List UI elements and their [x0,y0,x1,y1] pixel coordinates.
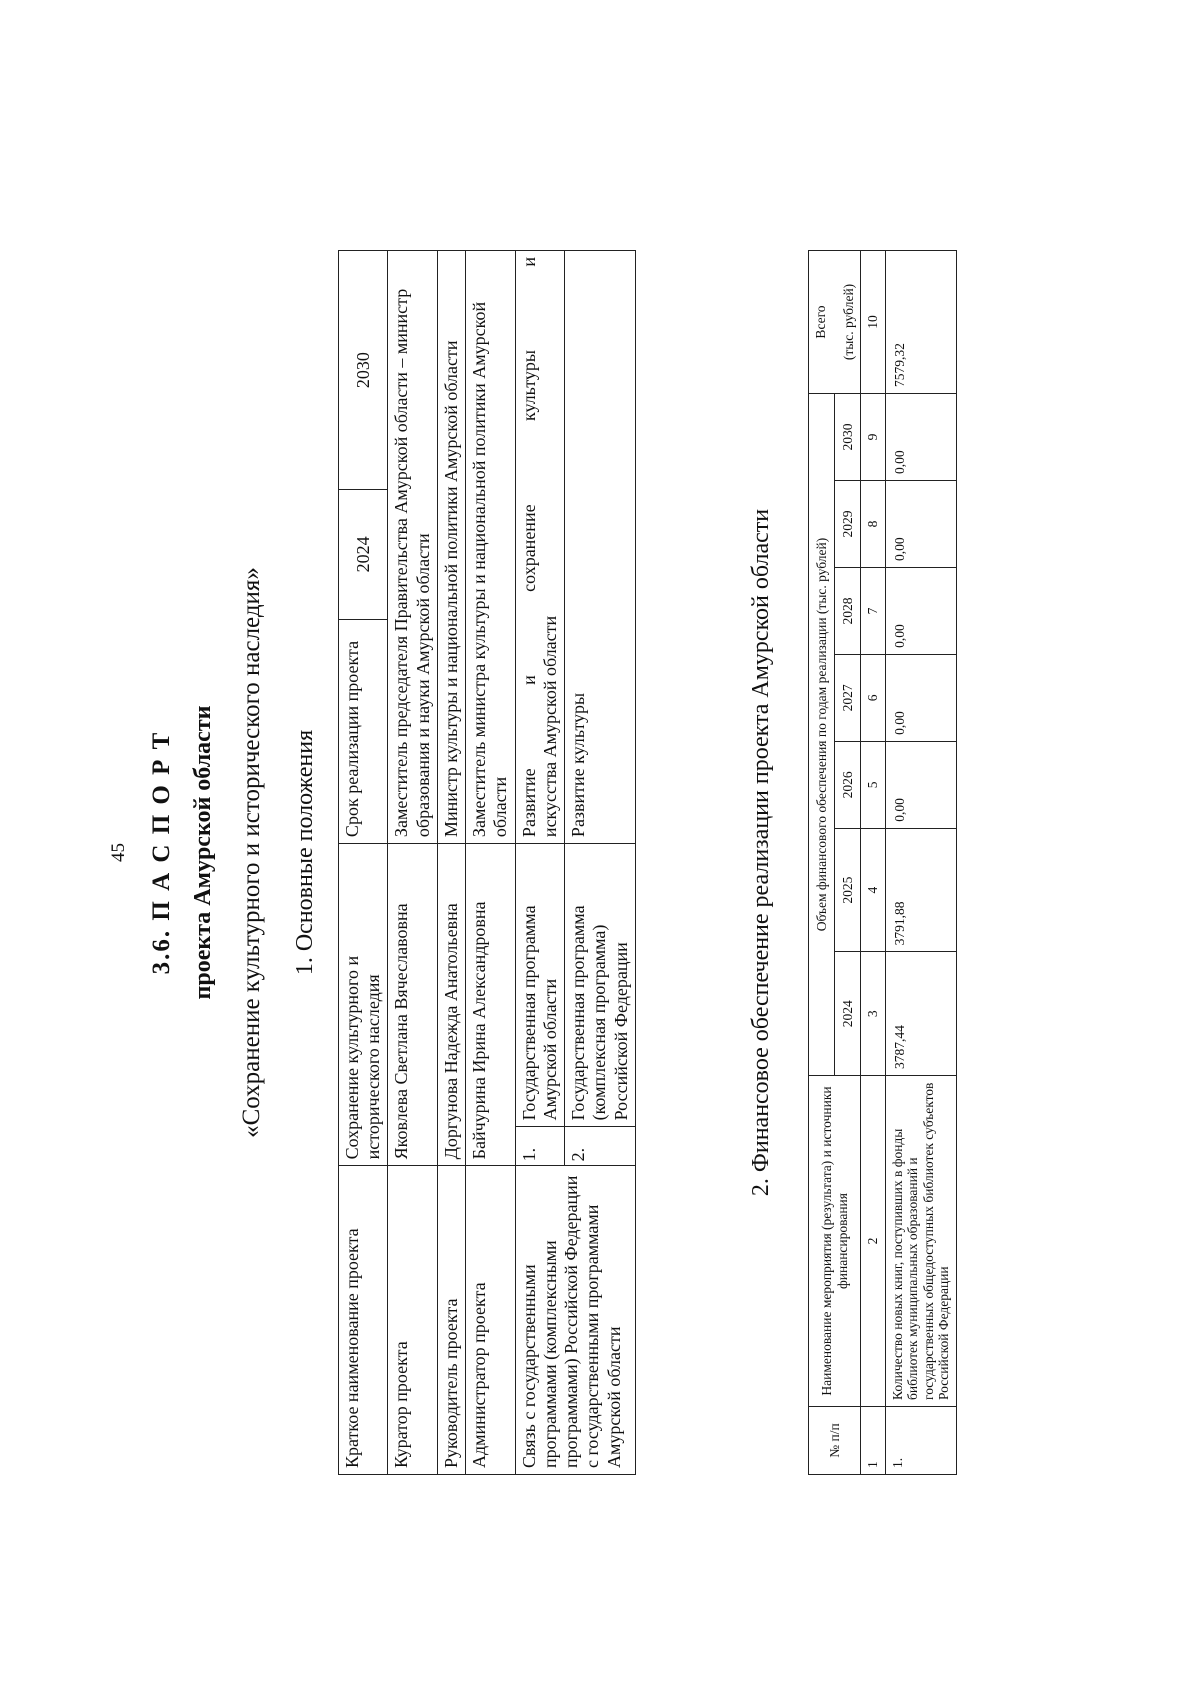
document-title: 3.6. П А С П О Р Т [148,730,175,975]
basics-table [338,250,636,1475]
short-name-label: Краткое наименование проекта [339,1166,388,1475]
admin-position: Заместитель министра культуры и национальной политики Амурской области [466,251,515,844]
year-header: 2029 [835,481,861,568]
curator-label: Куратор проекта [388,1166,437,1475]
year-header: 2030 [835,394,861,481]
year-value: 3791,88 [885,828,956,952]
table-row [861,251,886,1475]
head-label: Руководитель проекта [437,1166,465,1475]
program-name: Государственная программа (комплексная программа) Российской Федерации [565,844,636,1127]
years-group-header: Объем финансового обеспечения по годам реализации (тыс. рублей) [809,394,835,1076]
table-row [388,251,437,1475]
section1-title: 1. Основные положения [292,729,318,976]
column-number: 10 [861,251,886,394]
admin-label: Администратор проекта [466,1166,515,1475]
year-header: 2025 [835,828,861,952]
program-name: Государственная программа Амурской области [515,844,564,1127]
table-row [885,251,956,1475]
head-name: Доргунова Надежда Анатольевна [437,844,465,1166]
table-row [437,251,465,1475]
num-header: № п/п [809,1407,861,1475]
program-direction-rest: искусства Амурской области [539,615,560,838]
finance-table [808,250,957,1475]
project-name: «Сохранение культурного и исторического наследия» [238,567,265,1138]
year-header: 2028 [835,567,861,654]
column-number: 9 [861,394,886,481]
table-row [466,251,515,1475]
year-value: 0,00 [885,567,956,654]
result-name: Количество новых книг, поступивших в фонды библиотек муниципальных образований и государственных общедоступных библиотек субъектов Российской Федерации [885,1076,956,1407]
table-row [339,251,388,1475]
short-name-value: Сохранение культурного и исторического наследия [339,844,388,1166]
year-value: 0,00 [885,654,956,741]
section2-title: 2. Финансовое обеспечение реализации проекта Амурской области [748,508,774,1197]
program-link-label: Связь с государственными программами (комплексными программами) Российской Федерации с государственными программами Амурской области [515,1166,635,1475]
year-header: 2027 [835,654,861,741]
row-number: 1. [885,1407,956,1475]
year-value: 0,00 [885,481,956,568]
table-row [809,251,835,1475]
program-direction-first-line: Развитие и сохранение культуры и [518,257,539,838]
term-end: 2030 [339,251,388,490]
page-number: 45 [108,843,129,862]
year-value: 0,00 [885,741,956,828]
program-direction [515,251,564,844]
table-row [515,251,564,1475]
column-number: 3 [861,952,886,1076]
year-header: 2026 [835,741,861,828]
project-region-line: проекта Амурской области [190,705,216,1000]
total-value: 7579,32 [885,251,956,394]
column-number: 2 [861,1076,886,1407]
term-start: 2024 [339,490,388,620]
column-number: 4 [861,828,886,952]
head-position: Министр культуры и национальной политики Амурской области [437,251,465,844]
curator-name: Яковлева Светлана Вячеславовна [388,844,437,1166]
column-number: 8 [861,481,886,568]
column-number: 5 [861,741,886,828]
admin-name: Байчурина Ирина Александровна [466,844,515,1166]
term-label: Срок реализации проекта [339,619,388,843]
column-number: 6 [861,654,886,741]
program-number: 2. [565,1127,636,1166]
program-direction: Развитие культуры [565,251,636,844]
year-header: 2024 [835,952,861,1076]
program-number: 1. [515,1127,564,1166]
name-header: Наименование мероприятия (результата) и источники финансирования [809,1076,861,1407]
total-header: Всего (тыс. рублей) [809,251,861,394]
year-value: 0,00 [885,394,956,481]
column-number: 7 [861,567,886,654]
column-number: 1 [861,1407,886,1475]
year-value: 3787,44 [885,952,956,1076]
curator-position: Заместитель председателя Правительства Амурской области – министр образования и науки Амурской области [388,251,437,844]
